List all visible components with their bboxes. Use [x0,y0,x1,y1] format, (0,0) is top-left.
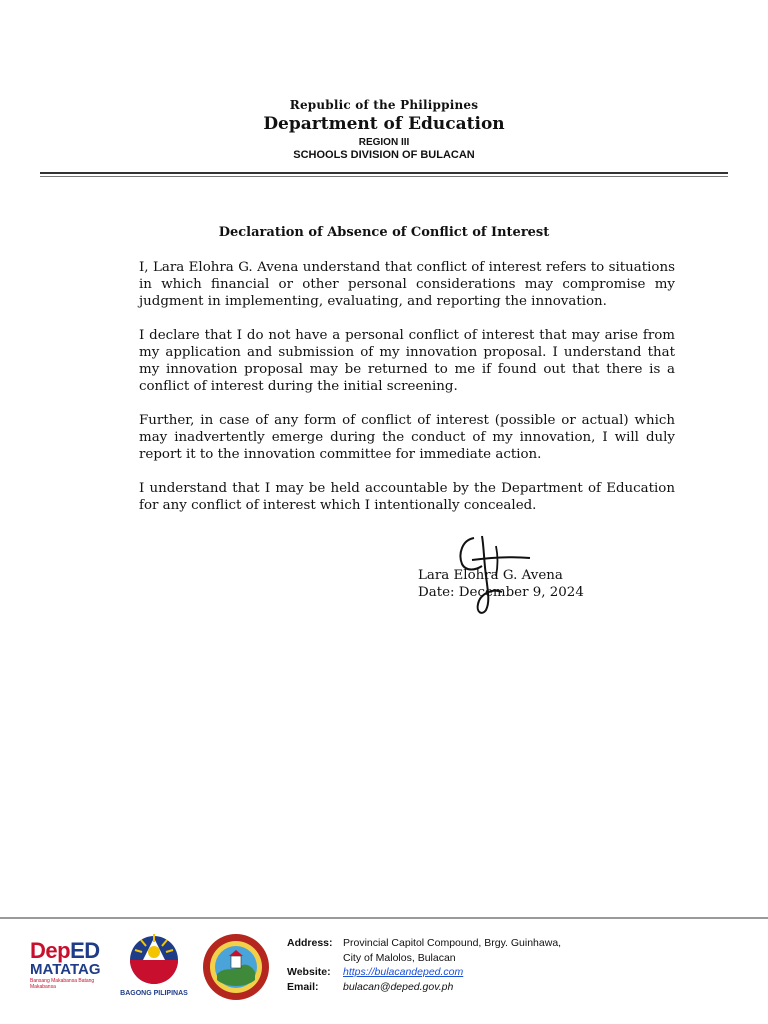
address-label: Address: [287,937,333,949]
division-label: SCHOOLS DIVISION OF BULACAN [293,149,475,161]
paragraph: I, Lara Elohra G. Avena understand that conflict of interest refers to situations in which financial or other personal considerations may compromise my judgment in implementing, evaluating, and reporting the innovation. [139,260,675,309]
email-value: bulacan@deped.gov.ph [343,980,454,993]
paragraph: I declare that I do not have a personal conflict of interest that may arise from my application and submission of my innovation proposal. I understand that my innovation proposal may be returned to me if found out that there is a conflict of interest during the initial screening. [139,328,675,394]
matatag-wordmark: MATATAG [30,961,101,978]
address-line-2: City of Malolos, Bulacan [343,951,456,964]
address-row-2 [287,951,561,966]
department-name: Department of Education [263,114,505,134]
letterhead [0,98,768,161]
deped-wordmark: DepED [30,938,100,963]
deped-matatag-logo [30,938,106,1004]
address-line-1: Provincial Capitol Compound, Brgy. Guinhawa, [343,937,562,949]
email-label: Email: [287,980,319,993]
paragraph: Further, in case of any form of conflict of interest (possible or actual) which may inadvertently emerge during the conduct of my innovation, I will duly report it to the innovation committee for immediate action. [139,413,675,462]
region-label: REGION III [358,137,410,148]
republic-label: Republic of the Philippines [289,98,479,112]
sdo-bulacan-seal-icon [201,932,271,1002]
document-body [139,259,675,531]
bagong-pilipinas-emblem-icon [119,930,189,988]
header-divider-thin [40,176,728,177]
website-label: Website: [287,966,331,978]
paragraph: I understand that I may be held accountable by the Department of Education for any conflict of interest which I intentionally concealed. [139,481,675,513]
signature-block [418,567,584,601]
contact-details [287,936,561,994]
signature-date: Date: December 9, 2024 [418,585,584,600]
email-row [287,980,561,995]
document-title: Declaration of Absence of Conflict of Interest [218,225,550,240]
deped-tagline: Bansang Makabansa Batang Makabansa [30,978,95,990]
website-link[interactable]: https://bulacandeped.com [343,966,464,978]
bagong-pilipinas-logo [116,930,192,1002]
signatory-name: Lara Elohra G. Avena [418,568,563,583]
website-row [287,965,561,980]
address-row [287,936,561,951]
bagong-pilipinas-label: BAGONG PILIPINAS [120,990,188,997]
footer-divider [0,917,768,919]
header-divider [40,172,728,174]
